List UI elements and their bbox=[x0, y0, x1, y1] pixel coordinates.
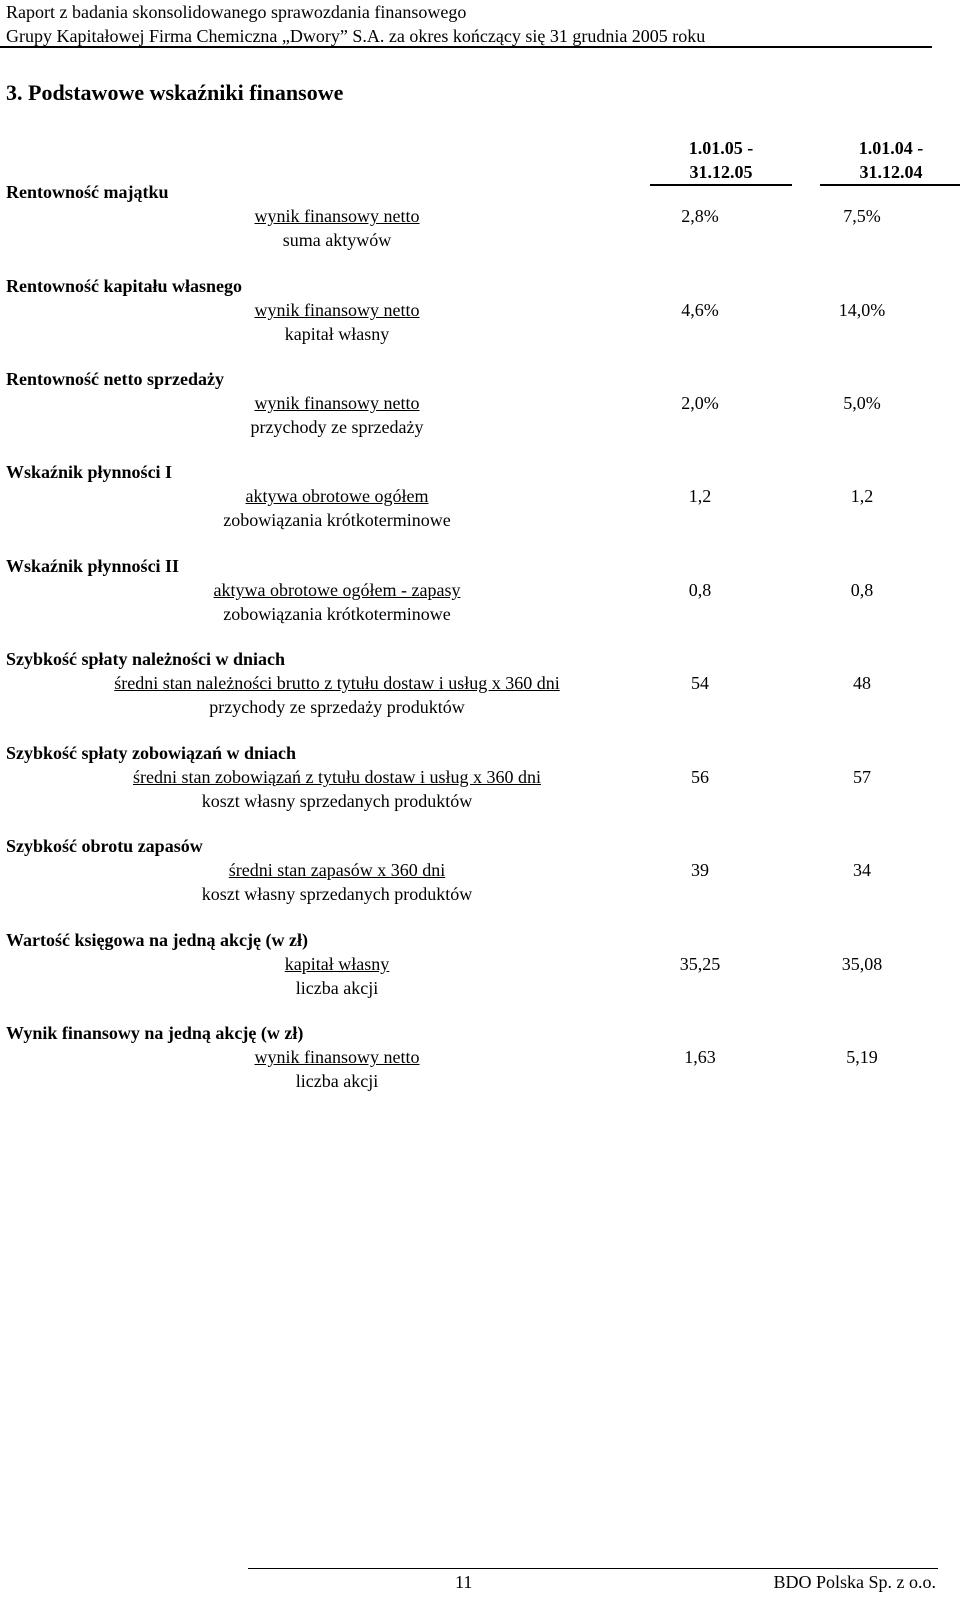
value-2004: 34 bbox=[853, 860, 871, 880]
metric-row bbox=[0, 743, 960, 833]
value-2005: 1,2 bbox=[688, 486, 712, 506]
value-2005: 1,63 bbox=[684, 1047, 716, 1067]
metric-name: Wskaźnik płynności II bbox=[6, 556, 180, 576]
value-2005: 4,6% bbox=[681, 300, 719, 320]
formula-denominator: zobowiązania krótkoterminowe bbox=[223, 510, 451, 530]
metric-name: Szybkość spłaty zobowiązań w dniach bbox=[6, 743, 297, 763]
metric-row bbox=[0, 369, 960, 459]
metric-name: Wynik finansowy na jedną akcję (w zł) bbox=[6, 1023, 304, 1043]
metric-name: Szybkość obrotu zapasów bbox=[6, 836, 203, 856]
value-2004: 14,0% bbox=[838, 300, 886, 320]
value-2004: 35,08 bbox=[841, 954, 883, 974]
column-header-2005-line2: 31.12.05 bbox=[689, 162, 753, 182]
metric-row bbox=[0, 182, 960, 272]
metric-name: Rentowność netto sprzedaży bbox=[6, 369, 224, 389]
header-title-line1: Raport z badania skonsolidowanego sprawozdania finansowego bbox=[6, 2, 467, 22]
value-2005: 2,8% bbox=[681, 206, 719, 226]
column-header-2004 bbox=[820, 136, 960, 186]
formula-denominator: koszt własny sprzedanych produktów bbox=[201, 884, 473, 904]
formula-numerator: wynik finansowy netto bbox=[254, 300, 420, 320]
column-header-2005-line1: 1.01.05 - bbox=[688, 138, 754, 158]
header-divider bbox=[0, 46, 932, 48]
value-2005: 0,8 bbox=[688, 580, 712, 600]
formula-denominator: liczba akcji bbox=[295, 1071, 379, 1091]
value-2005: 54 bbox=[691, 673, 709, 693]
formula-numerator: wynik finansowy netto bbox=[254, 393, 420, 413]
formula-numerator: aktywa obrotowe ogółem - zapasy bbox=[213, 580, 461, 600]
value-2004: 0,8 bbox=[850, 580, 874, 600]
formula-numerator: aktywa obrotowe ogółem bbox=[245, 486, 429, 506]
formula-numerator: kapitał własny bbox=[284, 954, 390, 974]
formula-numerator: średni stan należności brutto z tytułu dostaw i usług x 360 dni bbox=[114, 673, 560, 693]
metric-row bbox=[0, 556, 960, 646]
column-header-2004-line1: 1.01.04 - bbox=[858, 138, 924, 158]
metric-name: Szybkość spłaty należności w dniach bbox=[6, 649, 286, 669]
formula-denominator: przychody ze sprzedaży bbox=[250, 417, 424, 437]
formula-numerator: średni stan zobowiązań z tytułu dostaw i usług x 360 dni bbox=[133, 767, 541, 787]
formula-denominator: kapitał własny bbox=[284, 324, 390, 344]
footer-divider bbox=[248, 1568, 938, 1569]
column-header-2004-line2: 31.12.04 bbox=[859, 162, 923, 182]
formula-numerator: średni stan zapasów x 360 dni bbox=[228, 860, 446, 880]
metric-row bbox=[0, 836, 960, 926]
value-2005: 2,0% bbox=[681, 393, 719, 413]
report-header bbox=[6, 0, 936, 48]
metric-row bbox=[0, 462, 960, 552]
formula-denominator: liczba akcji bbox=[295, 978, 379, 998]
value-2004: 7,5% bbox=[843, 206, 881, 226]
metric-row bbox=[0, 649, 960, 739]
metric-name: Rentowność kapitału własnego bbox=[6, 276, 243, 296]
formula-denominator: koszt własny sprzedanych produktów bbox=[201, 791, 473, 811]
company-name: BDO Polska Sp. z o.o. bbox=[773, 1572, 936, 1592]
value-2004: 5,19 bbox=[846, 1047, 878, 1067]
formula-numerator: wynik finansowy netto bbox=[254, 206, 420, 226]
section-title: 3. Podstawowe wskaźniki finansowe bbox=[6, 80, 344, 105]
metric-row bbox=[0, 930, 960, 1020]
metric-name: Wartość księgowa na jedną akcję (w zł) bbox=[6, 930, 308, 950]
metric-name: Wskaźnik płynności I bbox=[6, 462, 173, 482]
metric-name: Rentowność majątku bbox=[6, 182, 169, 202]
metric-row bbox=[0, 1023, 960, 1113]
formula-denominator: suma aktywów bbox=[282, 230, 392, 250]
metric-row bbox=[0, 276, 960, 366]
column-header-2005 bbox=[650, 136, 792, 186]
page-number: 11 bbox=[455, 1572, 473, 1592]
formula-denominator: przychody ze sprzedaży produktów bbox=[209, 697, 465, 717]
value-2005: 35,25 bbox=[679, 954, 721, 974]
value-2005: 39 bbox=[691, 860, 709, 880]
value-2004: 57 bbox=[853, 767, 871, 787]
value-2004: 48 bbox=[853, 673, 871, 693]
value-2004: 1,2 bbox=[850, 486, 874, 506]
formula-denominator: zobowiązania krótkoterminowe bbox=[223, 604, 451, 624]
value-2004: 5,0% bbox=[843, 393, 881, 413]
formula-numerator: wynik finansowy netto bbox=[254, 1047, 420, 1067]
value-2005: 56 bbox=[691, 767, 709, 787]
header-title-line2: Grupy Kapitałowej Firma Chemiczna „Dwory” S.A. za okres kończący się 31 grudnia 2005 roku bbox=[6, 26, 706, 46]
